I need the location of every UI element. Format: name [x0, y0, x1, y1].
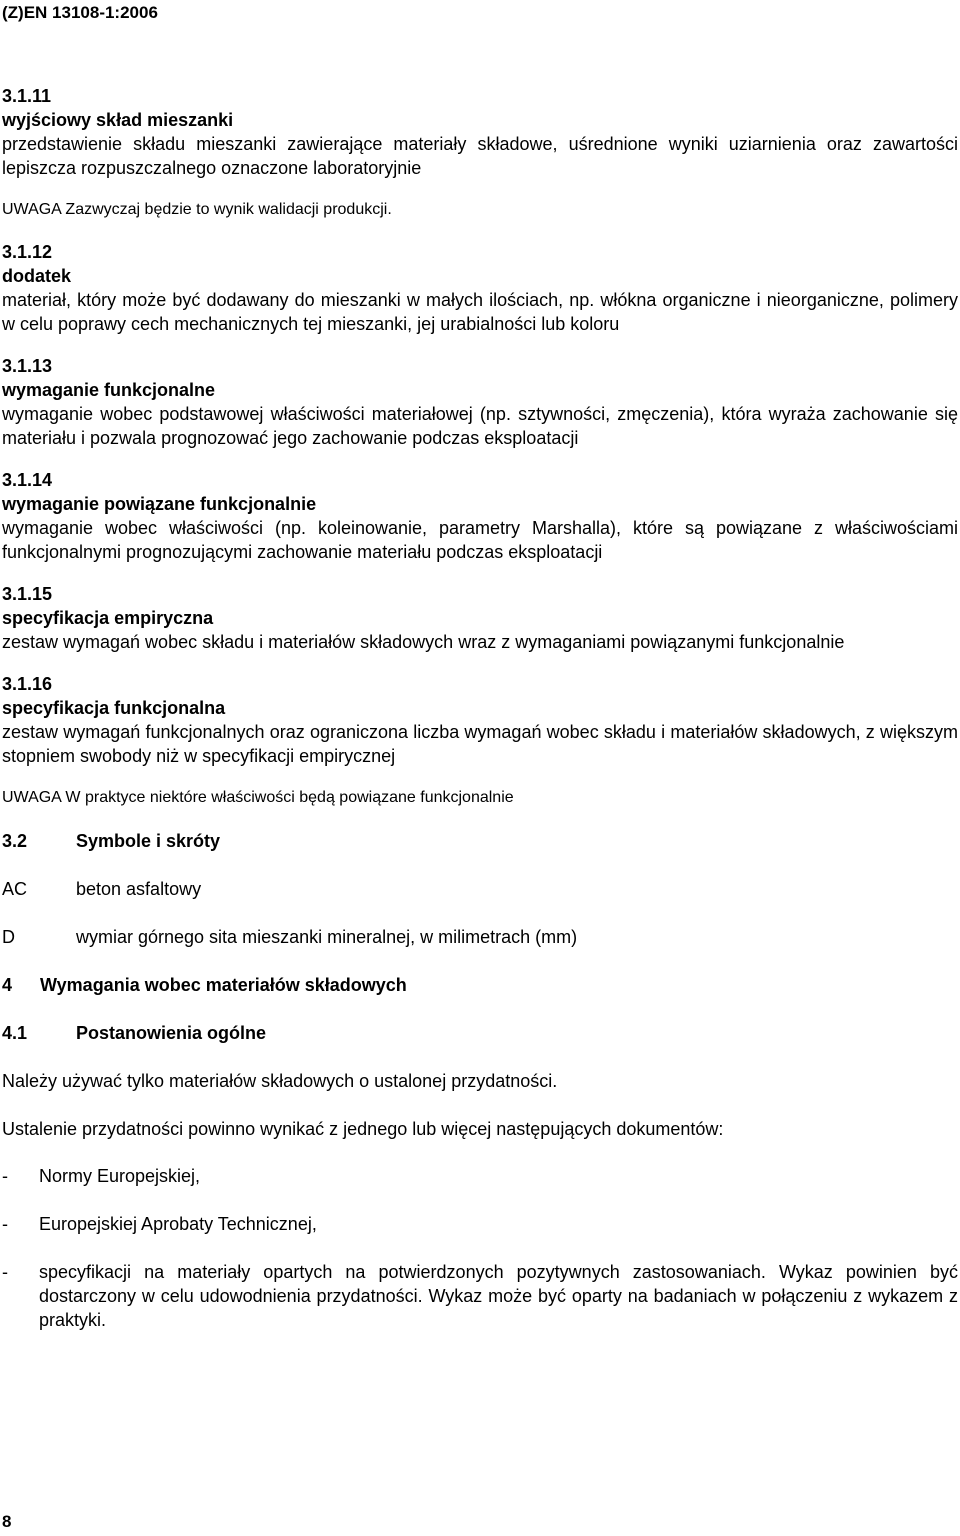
list-item-text: specyfikacji na materiały opartych na potwierdzonych pozytywnych zastosowaniach. Wykaz powinien być dostarczony w celu udowodnienia przydatności. Wykaz może być oparty na badaniach w połączeniu z wykazem z praktyki.: [39, 1262, 958, 1330]
note: UWAGA W praktyce niektóre właściwości będą powiązane funkcjonalnie: [2, 789, 514, 806]
definition-term: wymaganie powiązane funkcjonalnie: [2, 494, 317, 514]
list-item: [2, 1212, 958, 1236]
definition-number: 3.1.11: [2, 86, 52, 106]
symbol-meaning: wymiar górnego sita mieszanki mineralnej, w milimetrach (mm): [76, 927, 578, 947]
definition-number: 3.1.16: [2, 674, 53, 694]
page-number: 8: [2, 1512, 12, 1531]
document-id: (Z)EN 13108-1:2006: [2, 3, 158, 22]
definition-3-1-12: [2, 240, 958, 336]
list-item: [2, 1164, 958, 1188]
section-number: 4: [2, 975, 13, 995]
section-number: 4.1: [2, 1023, 28, 1043]
definition-term: specyfikacja empiryczna: [2, 608, 214, 628]
definition-text: materiał, który może być dodawany do mieszanki w małych ilościach, np. włókna organiczne i nieorganiczne, polimery w celu poprawy cech mechanicznych tej mieszanki, jej urabialności lub koloru: [2, 290, 958, 334]
section-heading-4: [2, 972, 958, 998]
definition-term: wymaganie funkcjonalne: [2, 380, 216, 400]
definition-number: 3.1.15: [2, 584, 53, 604]
symbol-meaning: beton asfaltowy: [76, 879, 202, 899]
symbol-abbr: D: [2, 927, 15, 947]
definition-number: 3.1.14: [2, 470, 53, 490]
note: UWAGA Zazwyczaj będzie to wynik walidacji produkcji.: [2, 201, 392, 218]
definition-text: zestaw wymagań wobec składu i materiałów składowych wraz z wymaganiami powiązanymi funkcjonalnie: [2, 632, 845, 652]
symbol-abbr: AC: [2, 879, 28, 899]
definition-number: 3.1.12: [2, 242, 53, 262]
definition-term: dodatek: [2, 266, 72, 286]
list-dash: -: [2, 1214, 8, 1234]
definition-text: zestaw wymagań funkcjonalnych oraz ograniczona liczba wymagań wobec składu i materiałów składowych, z większym stopniem swobody niż w specyfikacji empirycznej: [2, 722, 958, 766]
definition-text: przedstawienie składu mieszanki zawierające materiały składowe, uśrednione wyniki uziarnienia oraz zawartości lepiszcza rozpuszczalnego oznaczone laboratoryjnie: [2, 134, 958, 178]
definition-term: wyjściowy skład mieszanki: [2, 110, 234, 130]
symbol-row: [2, 876, 958, 902]
list-item: [2, 1260, 958, 1332]
definition-3-1-14: [2, 468, 958, 564]
list-item-text: Europejskiej Aprobaty Technicznej,: [39, 1214, 317, 1234]
section-heading-4-1: [2, 1020, 958, 1046]
list-dash: -: [2, 1262, 8, 1282]
section-heading-3-2: [2, 828, 958, 854]
definition-3-1-11: [2, 84, 958, 180]
definition-text: wymaganie wobec podstawowej właściwości materiałowej (np. sztywności, zmęczenia), która wyraża zachowanie się materiału i pozwala prognozować jego zachowanie podczas eksploatacji: [2, 404, 958, 448]
section-title: Postanowienia ogólne: [76, 1023, 267, 1043]
section-title: Symbole i skróty: [76, 831, 221, 851]
paragraph: Należy używać tylko materiałów składowych o ustalonej przydatności.: [2, 1071, 558, 1091]
list-dash: -: [2, 1166, 8, 1186]
page-content: [2, 84, 958, 1356]
section-number: 3.2: [2, 831, 28, 851]
symbol-row: [2, 924, 958, 950]
paragraph: Ustalenie przydatności powinno wynikać z jednego lub więcej następujących dokumentów:: [2, 1119, 724, 1139]
definition-number: 3.1.13: [2, 356, 53, 376]
list-item-text: Normy Europejskiej,: [39, 1166, 201, 1186]
section-title: Wymagania wobec materiałów składowych: [40, 975, 407, 995]
definition-3-1-13: [2, 354, 958, 450]
definition-3-1-15: [2, 582, 958, 654]
definition-3-1-16: [2, 672, 958, 768]
definition-term: specyfikacja funkcjonalna: [2, 698, 226, 718]
definition-text: wymaganie wobec właściwości (np. koleinowanie, parametry Marshalla), które są powiązane z właściwościami funkcjonalnymi prognozującymi zachowanie materiału podczas eksploatacji: [2, 518, 958, 562]
